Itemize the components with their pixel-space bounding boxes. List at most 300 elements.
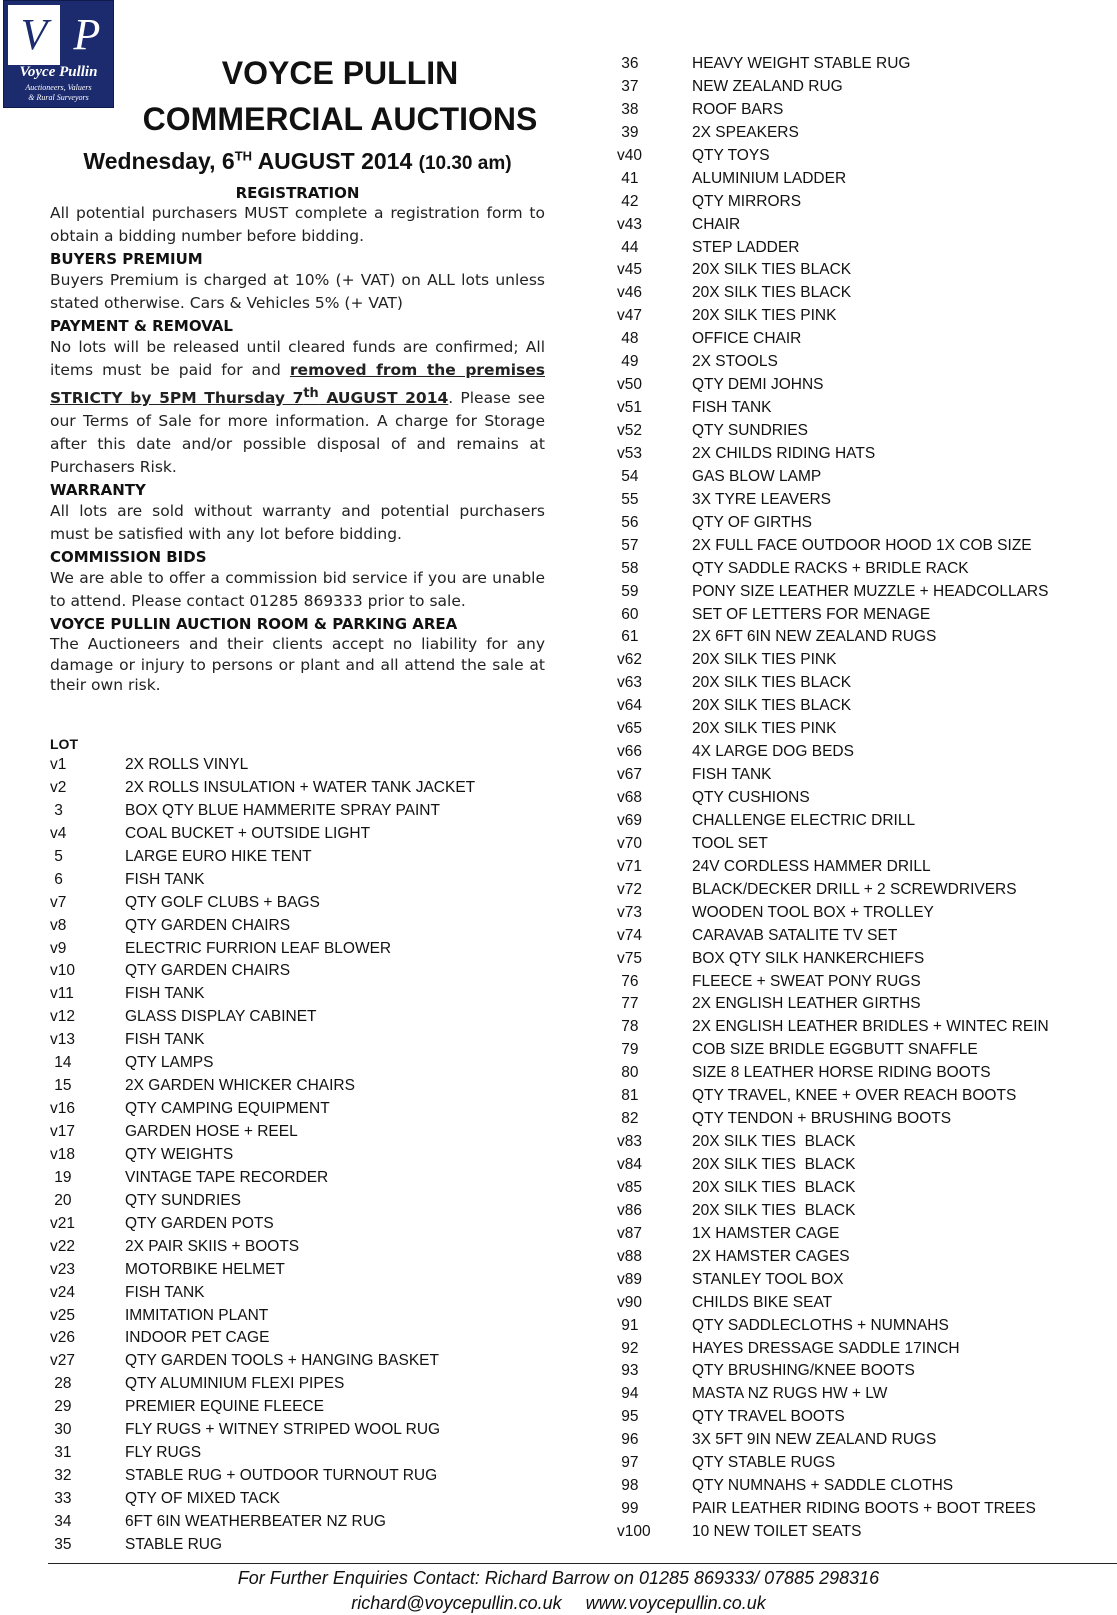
lot-row (617, 1429, 1049, 1452)
lot-number: v100 (617, 1523, 651, 1540)
lot-description: CHALLENGE ELECTRIC DRILL (692, 811, 916, 829)
lot-description: MOTORBIKE HELMET (125, 1260, 285, 1278)
lot-description: QTY ALUMINIUM FLEXI PIPES (125, 1375, 345, 1393)
lot-number: v71 (617, 857, 642, 875)
lot-row (617, 1177, 1049, 1200)
lot-description: QTY MIRRORS (692, 192, 802, 210)
lot-row (617, 191, 1049, 214)
lot-description: FISH TANK (692, 399, 772, 417)
lot-description: QTY GARDEN CHAIRS (125, 962, 291, 980)
terms-section (50, 184, 545, 696)
lot-number: 30 (50, 1421, 72, 1439)
lot-number: 42 (617, 192, 639, 210)
lot-number: 93 (617, 1362, 639, 1380)
lot-description: QTY DEMI JOHNS (692, 376, 824, 394)
lot-description: QTY OF GIRTHS (692, 513, 812, 531)
lot-number: v24 (50, 1283, 75, 1301)
page-title: VOYCE PULLIN (221, 55, 459, 91)
lot-row (50, 1029, 475, 1052)
lot-row (50, 1488, 475, 1511)
lot-number: 15 (50, 1077, 72, 1095)
lot-number: 61 (617, 628, 639, 646)
parking-text: The Auctioneers and their clients accept no liability for any damage or injury to persons or plant and all attend the sale at their own risk. (50, 635, 545, 695)
lot-number: v22 (50, 1237, 75, 1255)
lot-number: 76 (617, 972, 639, 990)
lot-description: QTY GARDEN CHAIRS (125, 916, 291, 934)
lot-description: CHAIR (692, 215, 741, 233)
lot-number: 57 (617, 536, 639, 554)
lot-number: 56 (617, 513, 639, 531)
lot-number: 95 (617, 1408, 639, 1426)
lot-number: v75 (617, 949, 642, 967)
lot-row (50, 1442, 475, 1465)
lot-number: 33 (50, 1490, 72, 1507)
lot-number: v8 (50, 916, 67, 934)
lot-row (617, 1131, 1049, 1154)
lot-number: v40 (617, 146, 642, 164)
lot-row (617, 1383, 1049, 1406)
lot-number: v11 (50, 985, 74, 1003)
lot-row (617, 237, 1049, 260)
lot-row (50, 1419, 475, 1442)
lot-row (50, 1006, 475, 1029)
lot-description: 4X LARGE DOG BEDS (692, 743, 854, 761)
lot-row (617, 626, 1049, 649)
lot-description: COAL BUCKET + OUTSIDE LIGHT (125, 824, 371, 842)
lot-number: v73 (617, 903, 642, 921)
lot-row (617, 764, 1049, 787)
lot-number: 92 (617, 1339, 639, 1357)
lot-row (617, 512, 1049, 535)
lot-number: v18 (50, 1145, 75, 1163)
lot-column-header: LOT (50, 736, 78, 752)
lot-description: FISH TANK (125, 985, 205, 1003)
lot-row (617, 122, 1049, 145)
lot-number: 20 (50, 1191, 72, 1209)
lot-number: 36 (617, 55, 639, 72)
lot-description: QTY GOLF CLUBS + BAGS (125, 893, 320, 911)
lot-description: CARAVAB SATALITE TV SET (692, 926, 898, 944)
lot-row (50, 823, 475, 846)
lot-description: GAS BLOW LAMP (692, 467, 822, 485)
lot-description: SET OF LETTERS FOR MENAGE (692, 605, 931, 623)
lot-row (617, 374, 1049, 397)
lot-number: 44 (617, 238, 639, 256)
lot-number: v26 (50, 1329, 75, 1347)
lot-row (50, 846, 475, 869)
lot-row (617, 695, 1049, 718)
lot-number: v64 (617, 697, 642, 715)
lot-number: 54 (617, 467, 639, 485)
lot-row (617, 1452, 1049, 1475)
company-logo (3, 0, 114, 108)
lot-description: BLACK/DECKER DRILL + 2 SCREWDRIVERS (692, 880, 1017, 898)
lot-description: COB SIZE BRIDLE EGGBUTT SNAFFLE (692, 1041, 978, 1059)
lot-number: 91 (617, 1316, 639, 1334)
lot-description: 3X TYRE LEAVERS (692, 490, 831, 508)
lot-number: v12 (50, 1008, 75, 1026)
lot-description: IMMITATION PLANT (125, 1306, 269, 1324)
footer-email[interactable]: richard@voycepullin.co.uk (351, 1593, 562, 1613)
lot-description: QTY CUSHIONS (692, 789, 810, 806)
lot-row (617, 259, 1049, 282)
lot-description: 10 NEW TOILET SEATS (692, 1523, 862, 1540)
lot-description: FLEECE + SWEAT PONY RUGS (692, 972, 921, 990)
page-subtitle: COMMERCIAL AUCTIONS (142, 101, 538, 137)
lot-row (617, 1108, 1049, 1131)
lot-number: 58 (617, 559, 639, 577)
lot-number: v68 (617, 789, 642, 806)
lot-row (617, 443, 1049, 466)
lot-row (617, 1223, 1049, 1246)
lot-number: 39 (617, 123, 639, 141)
lot-row (50, 1121, 475, 1144)
lot-description: 2X HAMSTER CAGES (692, 1247, 850, 1265)
lot-description: 24V CORDLESS HAMMER DRILL (692, 857, 931, 875)
lot-number: v13 (50, 1031, 75, 1049)
lot-row (50, 1075, 475, 1098)
lot-description: 20X SILK TIES BLACK (692, 1133, 856, 1151)
lot-number: 32 (50, 1467, 72, 1485)
lot-number: v66 (617, 743, 642, 761)
lot-description: FISH TANK (125, 870, 205, 888)
lot-row (617, 168, 1049, 191)
lot-number: v2 (50, 778, 67, 796)
lot-number: v72 (617, 880, 642, 898)
lot-row (617, 328, 1049, 351)
lot-number: v53 (617, 444, 642, 462)
lot-description: PAIR LEATHER RIDING BOOTS + BOOT TREES (692, 1500, 1036, 1518)
lot-description: STABLE RUG (125, 1535, 223, 1553)
lot-number: v21 (50, 1214, 75, 1232)
lot-number: 94 (617, 1385, 639, 1403)
lot-row (617, 282, 1049, 305)
lot-description: 2X CHILDS RIDING HATS (692, 444, 876, 462)
lot-row (50, 983, 475, 1006)
lot-row (617, 581, 1049, 604)
lot-description: 2X ROLLS VINYL (125, 756, 249, 773)
lot-row (617, 535, 1049, 558)
lot-description: QTY TOYS (692, 146, 770, 164)
lot-row (50, 1396, 475, 1419)
logo-subtitle: Auctioneers, Valuers & Rural Surveyors (25, 83, 92, 102)
auction-date: Wednesday, 6TH AUGUST 2014 (10.30 am) (83, 148, 512, 174)
lot-row (617, 214, 1049, 237)
lot-number: 34 (50, 1512, 72, 1530)
lot-description: QTY GARDEN POTS (125, 1214, 274, 1232)
lot-row (617, 397, 1049, 420)
lot-description: OFFICE CHAIR (692, 330, 802, 348)
lot-number: v10 (50, 962, 75, 980)
lot-description: QTY STABLE RUGS (692, 1454, 836, 1472)
lot-number: v25 (50, 1306, 75, 1324)
lot-number: v84 (617, 1156, 642, 1173)
lot-description: QTY GARDEN TOOLS + HANGING BASKET (125, 1352, 439, 1370)
lot-row (617, 649, 1049, 672)
lot-description: VINTAGE TAPE RECORDER (125, 1168, 329, 1186)
lot-number: 6 (50, 870, 63, 888)
lot-row (617, 1475, 1049, 1498)
logo-name: Voyce Pullin (19, 64, 98, 80)
lot-number: 99 (617, 1500, 639, 1518)
lot-row (617, 1315, 1049, 1338)
lot-row (50, 1052, 475, 1075)
lot-description: 20X SILK TIES BLACK (692, 1201, 856, 1219)
lot-number: v16 (50, 1100, 75, 1118)
lot-row (50, 1236, 475, 1259)
lot-number: 14 (50, 1054, 72, 1072)
lot-row (617, 925, 1049, 948)
lot-row (50, 1511, 475, 1534)
lot-row (617, 1269, 1049, 1292)
lot-row (617, 1406, 1049, 1429)
lot-row (617, 1039, 1049, 1062)
lot-number: v65 (617, 720, 642, 738)
lot-row (50, 1213, 475, 1236)
lot-number: 80 (617, 1064, 639, 1082)
lot-number: v89 (617, 1270, 642, 1288)
lot-description: LARGE EURO HIKE TENT (125, 847, 312, 865)
lot-description: ELECTRIC FURRION LEAF BLOWER (125, 939, 392, 957)
lot-row (617, 1154, 1049, 1177)
lot-description: TOOL SET (692, 834, 768, 852)
lot-row (50, 1282, 475, 1305)
lot-number: v46 (617, 284, 642, 302)
lot-description: STABLE RUG + OUTDOOR TURNOUT RUG (125, 1467, 438, 1485)
lot-row (617, 856, 1049, 879)
lot-number: v83 (617, 1133, 642, 1151)
lot-number: v43 (617, 215, 642, 233)
lot-row (617, 1360, 1049, 1383)
lot-description: 2X FULL FACE OUTDOOR HOOD 1X COB SIZE (692, 536, 1032, 554)
lot-description: QTY NUMNAHS + SADDLE CLOTHS (692, 1477, 954, 1495)
lot-description: ALUMINIUM LADDER (692, 169, 847, 187)
lot-description: GLASS DISPLAY CABINET (125, 1008, 317, 1026)
lot-description: FISH TANK (125, 1283, 205, 1301)
lot-number: 97 (617, 1454, 639, 1472)
lot-description: 2X SPEAKERS (692, 123, 799, 141)
lot-description: 2X PAIR SKIIS + BOOTS (125, 1237, 300, 1255)
lot-description: 20X SILK TIES BLACK (692, 261, 852, 279)
lot-row (50, 777, 475, 800)
lot-row (617, 1085, 1049, 1108)
lot-description: ROOF BARS (692, 100, 784, 118)
lot-number: 81 (617, 1087, 639, 1105)
lot-number: v4 (50, 824, 67, 842)
lot-number: 35 (50, 1535, 72, 1553)
lot-description: FLY RUGS + WITNEY STRIPED WOOL RUG (125, 1421, 441, 1439)
lot-description: HEAVY WEIGHT STABLE RUG (692, 55, 911, 72)
lot-description: 2X ENGLISH LEATHER BRIDLES + WINTEC REIN (692, 1018, 1049, 1036)
lot-row (50, 1259, 475, 1282)
lot-row (50, 1305, 475, 1328)
lot-row (617, 993, 1049, 1016)
footer-links (0, 1593, 1117, 1614)
lot-row (617, 810, 1049, 833)
lot-description: QTY LAMPS (125, 1054, 214, 1072)
lot-number: 37 (617, 77, 639, 95)
lot-row (617, 787, 1049, 810)
lot-number: v17 (50, 1123, 75, 1140)
lot-description: 2X ENGLISH LEATHER GIRTHS (692, 995, 921, 1013)
lot-number: v52 (617, 422, 642, 439)
warranty-text: All lots are sold without warranty and potential purchasers must be satisfied with any lot before bidding. (50, 502, 545, 544)
lot-row (617, 76, 1049, 99)
lot-description: QTY TRAVEL BOOTS (692, 1408, 845, 1426)
lot-description: QTY SUNDRIES (125, 1191, 241, 1209)
lot-description: BOX QTY SILK HANKERCHIEFS (692, 949, 925, 967)
lot-row (50, 1373, 475, 1396)
lot-row (50, 1167, 475, 1190)
lot-list-left (50, 754, 475, 1557)
lot-number: 38 (617, 100, 639, 118)
lot-description: 20X SILK TIES BLACK (692, 697, 852, 715)
lot-number: 59 (617, 582, 639, 600)
lot-description: 20X SILK TIES BLACK (692, 1156, 856, 1173)
lot-number: 79 (617, 1041, 639, 1059)
lot-number: v63 (617, 674, 642, 692)
lot-row (617, 489, 1049, 512)
lot-row (617, 351, 1049, 374)
lot-description: 20X SILK TIES PINK (692, 307, 837, 325)
lot-row (617, 948, 1049, 971)
lot-number: 28 (50, 1375, 72, 1393)
lot-description: 3X 5FT 9IN NEW ZEALAND RUGS (692, 1431, 937, 1449)
lot-row (50, 1534, 475, 1557)
lot-row (617, 833, 1049, 856)
lot-description: QTY CAMPING EQUIPMENT (125, 1100, 330, 1118)
lot-row (50, 1098, 475, 1121)
lot-row (617, 1338, 1049, 1361)
lot-description: CHILDS BIKE SEAT (692, 1293, 833, 1311)
lot-description: STEP LADDER (692, 238, 800, 256)
payment-text: No lots will be released until cleared funds are confirmed; All items must be paid for and removed from the premises STRICTY by 5PM Thursday 7th AUGUST 2014. Please see our Terms of Sale for more information. A charge for Storage after this date and/or possible disposal of and remains at Purchasers Risk. (50, 338, 546, 477)
lot-row (617, 672, 1049, 695)
lot-row (617, 558, 1049, 581)
buyers-premium-text: Buyers Premium is charged at 10% (+ VAT) on ALL lots unless stated otherwise. Cars & Vehicles 5% (+ VAT) (50, 271, 545, 312)
lot-description: QTY BRUSHING/KNEE BOOTS (692, 1362, 915, 1380)
lot-number: v27 (50, 1352, 75, 1370)
lot-row (50, 869, 475, 892)
logo-letter-p: P (61, 5, 113, 65)
lot-row (617, 466, 1049, 489)
lot-row (50, 1144, 475, 1167)
lot-description: 2X ROLLS INSULATION + WATER TANK JACKET (125, 778, 476, 796)
lot-description: SIZE 8 LEATHER HORSE RIDING BOOTS (692, 1064, 991, 1082)
lot-row (617, 879, 1049, 902)
lot-description: 1X HAMSTER CAGE (692, 1224, 840, 1242)
lot-description: 2X 6FT 6IN NEW ZEALAND RUGS (692, 628, 937, 646)
payment-heading: PAYMENT & REMOVAL (50, 317, 233, 335)
lot-number: v67 (617, 766, 642, 784)
lot-row (617, 1062, 1049, 1085)
lot-number: 49 (617, 353, 639, 371)
lot-number: v88 (617, 1247, 642, 1265)
lot-row (617, 420, 1049, 443)
lot-description: QTY OF MIXED TACK (125, 1490, 281, 1507)
lot-number: 29 (50, 1398, 72, 1416)
lot-number: 19 (50, 1168, 72, 1186)
lot-number: 60 (617, 605, 639, 623)
warranty-heading: WARRANTY (50, 481, 146, 500)
lot-number: 48 (617, 330, 639, 348)
lot-description: 2X STOOLS (692, 353, 778, 371)
parking-heading: VOYCE PULLIN AUCTION ROOM & PARKING AREA (50, 615, 458, 634)
lot-description: PREMIER EQUINE FLEECE (125, 1398, 324, 1416)
registration-heading: REGISTRATION (235, 184, 360, 202)
lot-number: 55 (617, 490, 639, 508)
lot-description: 20X SILK TIES PINK (692, 651, 837, 669)
lot-row (617, 1292, 1049, 1315)
lot-description: FLY RUGS (125, 1444, 202, 1462)
lot-number: 98 (617, 1477, 639, 1495)
lot-description: FISH TANK (692, 766, 772, 784)
lot-row (50, 960, 475, 983)
lot-description: FISH TANK (125, 1031, 205, 1049)
lot-description: 20X SILK TIES BLACK (692, 284, 852, 302)
lot-row (50, 915, 475, 938)
lot-description: 2X GARDEN WHICKER CHAIRS (125, 1077, 355, 1095)
lot-description: GARDEN HOSE + REEL (125, 1123, 298, 1140)
lot-number: v51 (617, 399, 642, 417)
lot-row (617, 1521, 1049, 1544)
lot-number: v85 (617, 1178, 642, 1196)
lot-number: v70 (617, 834, 642, 852)
lot-row (50, 800, 475, 823)
lot-row (617, 145, 1049, 168)
lot-description: QTY SADDLECLOTHS + NUMNAHS (692, 1316, 949, 1334)
lot-number: v87 (617, 1224, 642, 1242)
lot-description: QTY WEIGHTS (125, 1145, 234, 1163)
lot-number: 78 (617, 1018, 639, 1036)
lot-row (617, 902, 1049, 925)
lot-number: v47 (617, 307, 642, 325)
lot-number: v7 (50, 893, 67, 911)
lot-row (617, 53, 1049, 76)
lot-description: QTY SUNDRIES (692, 422, 808, 439)
lot-number: 96 (617, 1431, 639, 1449)
lot-description: NEW ZEALAND RUG (692, 77, 843, 95)
commission-text: We are able to offer a commission bid service if you are unable to attend. Please contact 01285 869333 prior to sale. (50, 569, 545, 611)
lot-row (617, 718, 1049, 741)
buyers-premium-heading: BUYERS PREMIUM (50, 250, 203, 268)
lot-description: QTY SADDLE RACKS + BRIDLE RACK (692, 559, 969, 577)
lot-description: HAYES DRESSAGE SADDLE 17INCH (692, 1339, 960, 1357)
lot-row (617, 604, 1049, 627)
lot-description: 6FT 6IN WEATHERBEATER NZ RUG (125, 1512, 386, 1530)
lot-number: 82 (617, 1110, 639, 1128)
lot-row (617, 1498, 1049, 1521)
footer-divider (48, 1563, 1117, 1564)
lot-number: v1 (50, 756, 67, 773)
lot-number: 3 (50, 801, 63, 819)
footer-website[interactable]: www.voycepullin.co.uk (585, 1593, 766, 1613)
lot-number: v86 (617, 1201, 642, 1219)
lot-number: v74 (617, 926, 642, 944)
lot-number: 77 (617, 995, 639, 1013)
lot-description: QTY TRAVEL, KNEE + OVER REACH BOOTS (692, 1087, 1017, 1105)
lot-number: v62 (617, 651, 642, 669)
lot-number: 41 (617, 169, 639, 187)
lot-row (617, 1246, 1049, 1269)
registration-text: All potential purchasers MUST complete a registration form to obtain a bidding number before bidding. (50, 204, 545, 245)
lot-description: STANLEY TOOL BOX (692, 1270, 844, 1288)
lot-description: MASTA NZ RUGS HW + LW (692, 1385, 888, 1403)
commission-heading: COMMISSION BIDS (50, 548, 207, 567)
lot-number: 5 (50, 847, 63, 865)
lot-row (617, 305, 1049, 328)
lot-description: 20X SILK TIES BLACK (692, 674, 852, 692)
